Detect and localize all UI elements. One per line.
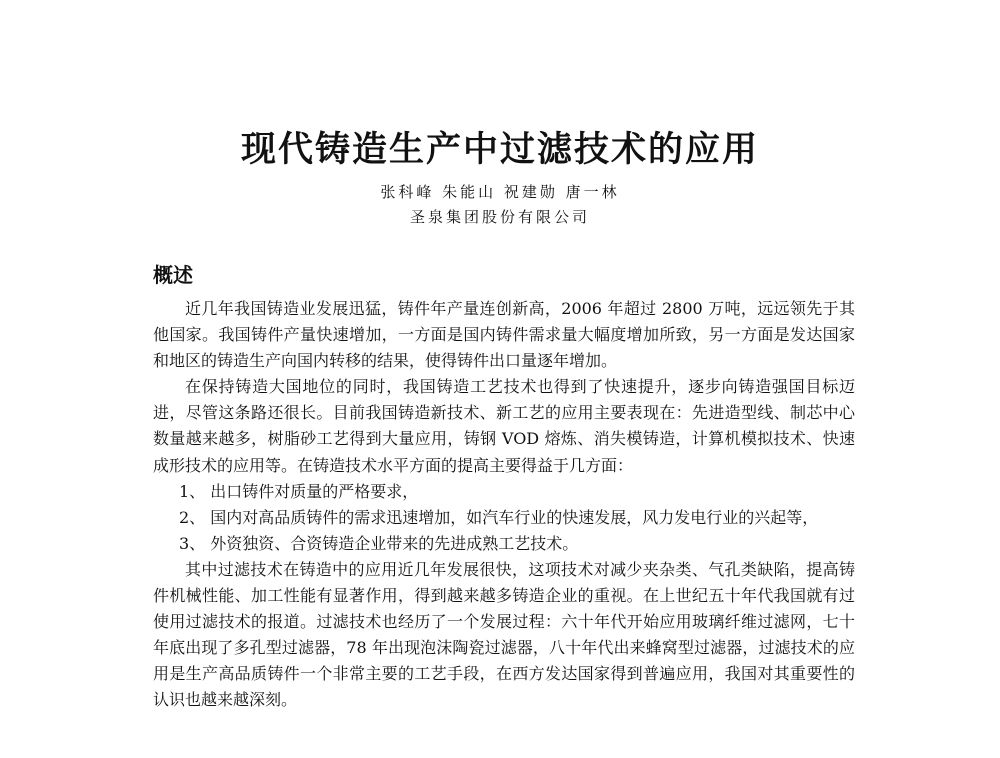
author-list: 张科峰 朱能山 祝建勋 唐一林 xyxy=(380,183,620,201)
section-body xyxy=(153,296,855,714)
paragraph-1: 近几年我国铸造业发展迅猛，铸件年产量连创新高，2006 年超过 2800 万吨，远远领先于其他国家。我国铸件产量快速增加，一方面是国内铸件需求量大幅度增加所致，另一方面是发达国家和地区的铸造生产向国内转移的结果，使得铸件出口量逐年增加。 xyxy=(153,299,855,371)
affiliation: 圣泉集团股份有限公司 xyxy=(409,208,590,226)
paragraph-2: 在保持铸造大国地位的同时，我国铸造工艺技术也得到了快速提升，逐步向铸造强国目标迈进，尽管这条路还很长。目前我国铸造新技术、新工艺的应用主要表现在：先进造型线、制芯中心数量越来越多，树脂砂工艺得到大量应用，铸钢 VOD 熔炼、消失模铸造，计算机模拟技术、快速成形技术的应用等。在铸造技术水平方面的提高主要得益于几方面： xyxy=(153,377,855,475)
list-item-3: 3、 外资独资、合资铸造企业带来的先进成熟工艺技术。 xyxy=(179,533,579,553)
list-item-1: 1、 出口铸件对质量的严格要求， xyxy=(179,481,419,501)
paragraph-3: 其中过滤技术在铸造中的应用近几年发展很快，这项技术对减少夹杂类、气孔类缺陷，提高铸件机械性能、加工性能有显著作用，得到越来越多铸造企业的重视。在上世纪五十年代我国就有过使用过滤技术的报道。过滤技术也经历了一个发展过程：六十年代开始应用玻璃纤维过滤网，七十年底出现了多孔型过滤器，78 年出现泡沫陶瓷过滤器，八十年代出来蜂窝型过滤器，过滤技术的应用是生产高品质铸件一个非常主要的工艺手段，在西方发达国家得到普遍应用，我国对其重要性的认识也越来越深刻。 xyxy=(153,559,855,710)
list-item-2: 2、 国内对高品质铸件的需求迅速增加，如汽车行业的快速发展，风力发电行业的兴起等， xyxy=(179,507,819,527)
paper-title: 现代铸造生产中过滤技术的应用 xyxy=(240,130,759,170)
section-heading: 概述 xyxy=(153,263,193,287)
